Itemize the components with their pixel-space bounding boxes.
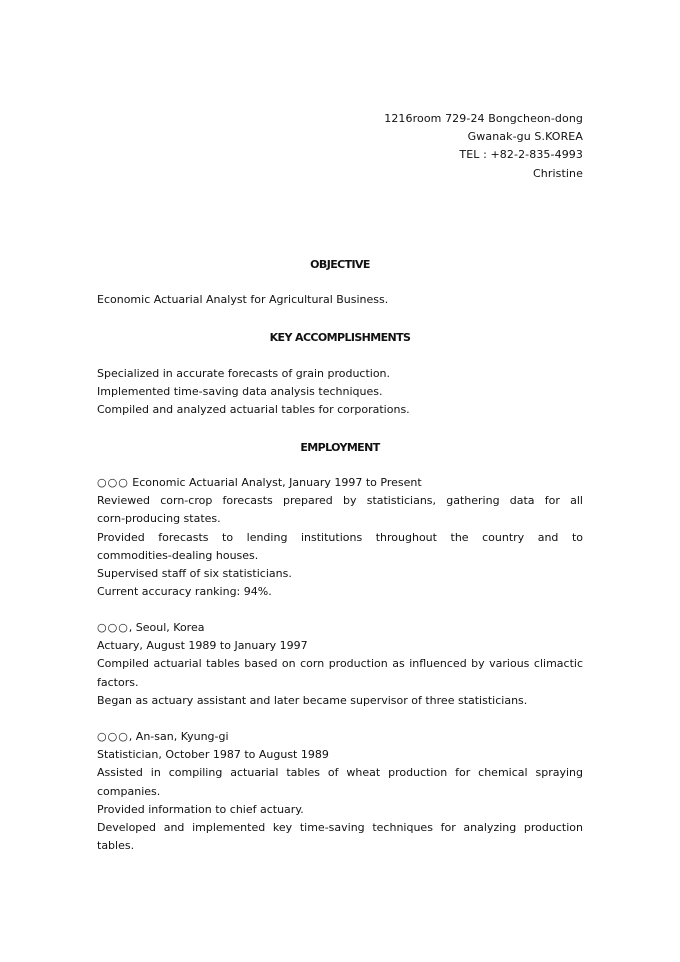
applicant-name: Christine xyxy=(533,166,583,180)
objective-text: Economic Actuarial Analyst for Agricultural Business. xyxy=(97,293,389,306)
job-title-dates: Actuary, August 1989 to January 1997 xyxy=(97,639,308,653)
job-duty-line: Provided forecasts to lending institutions throughout the country and to xyxy=(97,530,583,544)
accomplishments-list xyxy=(97,365,583,420)
job-duty-line: Supervised staff of six statisticians. xyxy=(97,567,292,581)
job-entry-1 xyxy=(97,474,583,601)
company-placeholder: ○○○ xyxy=(97,476,129,489)
job-duty-line: commodities-dealing houses. xyxy=(97,548,259,562)
job-duty-line: Current accuracy ranking: 94%. xyxy=(97,585,272,599)
address-line-2: Gwanak-gu S.KOREA xyxy=(467,130,583,144)
job-duty-line: Reviewed corn-crop forecasts prepared by statisticians, gathering data for all xyxy=(97,494,583,508)
company-placeholder: ○○○ xyxy=(97,621,129,634)
contact-block xyxy=(384,110,583,183)
job-duty-line: Provided information to chief actuary. xyxy=(97,802,304,816)
job-duty-line: factors. xyxy=(97,675,139,689)
job-duty-line: Developed and implemented key time-saving techniques for analyzing production xyxy=(97,821,583,835)
job-entry-2 xyxy=(97,619,583,710)
job-entry-3 xyxy=(97,728,583,855)
job-duty-line: Began as actuary assistant and later became supervisor of three statisticians. xyxy=(97,693,528,707)
job-duty-line: Assisted in compiling actuarial tables of wheat production for chemical spraying xyxy=(97,766,583,780)
accomplishments-heading: KEY ACCOMPLISHMENTS xyxy=(269,331,411,344)
accomplishment-item: Implemented time-saving data analysis techniques. xyxy=(97,385,383,399)
job-duty-line: companies. xyxy=(97,784,161,798)
job-duty-line: corn-producing states. xyxy=(97,512,221,526)
company-placeholder: ○○○ xyxy=(97,730,129,743)
job-title-dates: Economic Actuarial Analyst, January 1997 to Present xyxy=(128,476,422,489)
job-duty-line: Compiled actuarial tables based on corn production as influenced by various climactic xyxy=(97,657,583,671)
job-location: , Seoul, Korea xyxy=(128,621,205,634)
job-duty-line: tables. xyxy=(97,839,135,853)
phone-number: TEL : +82-2-835-4993 xyxy=(459,148,583,162)
address-line-1: 1216room 729-24 Bongcheon-dong xyxy=(384,112,583,125)
job-header xyxy=(97,619,583,637)
accomplishment-item: Specialized in accurate forecasts of grain production. xyxy=(97,367,391,380)
objective-heading: OBJECTIVE xyxy=(310,258,370,271)
employment-heading: EMPLOYMENT xyxy=(300,441,380,454)
job-location: , An-san, Kyung-gi xyxy=(128,730,229,743)
accomplishment-item: Compiled and analyzed actuarial tables for corporations. xyxy=(97,403,410,417)
objective-section xyxy=(97,291,583,309)
job-title-dates: Statistician, October 1987 to August 1989 xyxy=(97,748,329,762)
job-header xyxy=(97,474,583,492)
job-header xyxy=(97,728,583,746)
